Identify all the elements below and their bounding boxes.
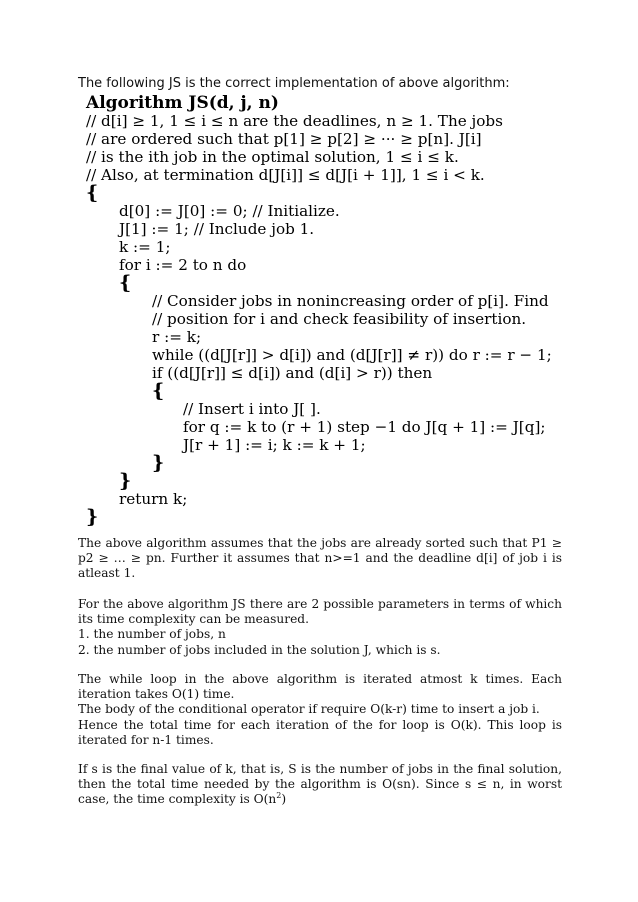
complexity-main: If s is the final value of k, that is, S is the number of jobs in the final solution, then the total time needed by the algorithm is O(sn). Since s ≤ n, in worst case, the time complexity is O(n <box>78 762 562 807</box>
algorithm-line: if ((d[J[r]] ≤ d[i]) and (d[i] > r)) then <box>152 364 433 382</box>
parameters-intro: For the above algorithm JS there are 2 possible parameters in terms of which its time complexity can be measured. <box>78 597 562 627</box>
parameter-item-2: 2. the number of jobs included in the solution J, which is s. <box>78 642 441 657</box>
algorithm-line: // Also, at termination d[J[i]] ≤ d[J[i + 1]], 1 ≤ i < k. <box>86 166 485 184</box>
algorithm-line: // d[i] ≥ 1, 1 ≤ i ≤ n are the deadlines, n ≥ 1. The jobs <box>86 112 503 130</box>
intro-text: The following JS is the correct implementation of above algorithm: <box>78 76 510 91</box>
algorithm-line: } <box>119 470 132 492</box>
algorithm-line: J[r + 1] := i; k := k + 1; <box>183 436 366 454</box>
algorithm-block <box>86 94 576 526</box>
parameter-item-1: 1. the number of jobs, n <box>78 627 226 642</box>
for-loop-text: Hence the total time for each iteration of the for loop is O(k). This loop is iterated for n-1 times. <box>78 717 562 747</box>
algorithm-line: k := 1; <box>119 238 171 256</box>
algorithm-line: Algorithm JS(d, j, n) <box>86 93 279 113</box>
complexity-exponent: 2 <box>276 791 282 801</box>
loop-analysis-paragraph <box>78 672 562 748</box>
algorithm-line: for i := 2 to n do <box>119 256 247 274</box>
parameters-paragraph <box>78 597 562 658</box>
algorithm-line: { <box>119 272 132 294</box>
complexity-paragraph <box>78 762 562 808</box>
complexity-close: ) <box>281 792 287 807</box>
algorithm-line: while ((d[J[r]] > d[i]) and (d[J[r]] ≠ r)) do r := r − 1; <box>152 346 552 364</box>
algorithm-line: // is the ith job in the optimal solution, 1 ≤ i ≤ k. <box>86 148 459 166</box>
complexity-text <box>78 762 562 808</box>
conditional-text: The body of the conditional operator if require O(k-r) time to insert a job i. <box>78 702 540 717</box>
algorithm-line: { <box>86 182 99 204</box>
algorithm-line: } <box>152 452 165 474</box>
algorithm-line: return k; <box>119 490 188 508</box>
while-loop-text: The while loop in the above algorithm is iterated atmost k times. Each iteration takes O(1) time. <box>78 672 562 702</box>
assumption-paragraph <box>78 536 562 582</box>
algorithm-line: // position for i and check feasibility of insertion. <box>152 310 527 328</box>
assumption-text: The above algorithm assumes that the jobs are already sorted such that P1 ≥ p2 ≥ … ≥ pn. Further it assumes that n>=1 and the deadline d[i] of job i is atleast 1. <box>78 536 562 581</box>
algorithm-line: { <box>152 380 165 402</box>
algorithm-line: // Consider jobs in nonincreasing order of p[i]. Find <box>152 292 549 310</box>
algorithm-line: } <box>86 506 99 528</box>
algorithm-line: for q := k to (r + 1) step −1 do J[q + 1] := J[q]; <box>183 418 546 436</box>
algorithm-line: d[0] := J[0] := 0; // Initialize. <box>119 202 340 220</box>
algorithm-line: // are ordered such that p[1] ≥ p[2] ≥ ··· ≥ p[n]. J[i] <box>86 130 482 148</box>
algorithm-line: // Insert i into J[ ]. <box>183 400 321 418</box>
algorithm-line: J[1] := 1; // Include job 1. <box>119 220 315 238</box>
algorithm-line: r := k; <box>152 328 202 346</box>
